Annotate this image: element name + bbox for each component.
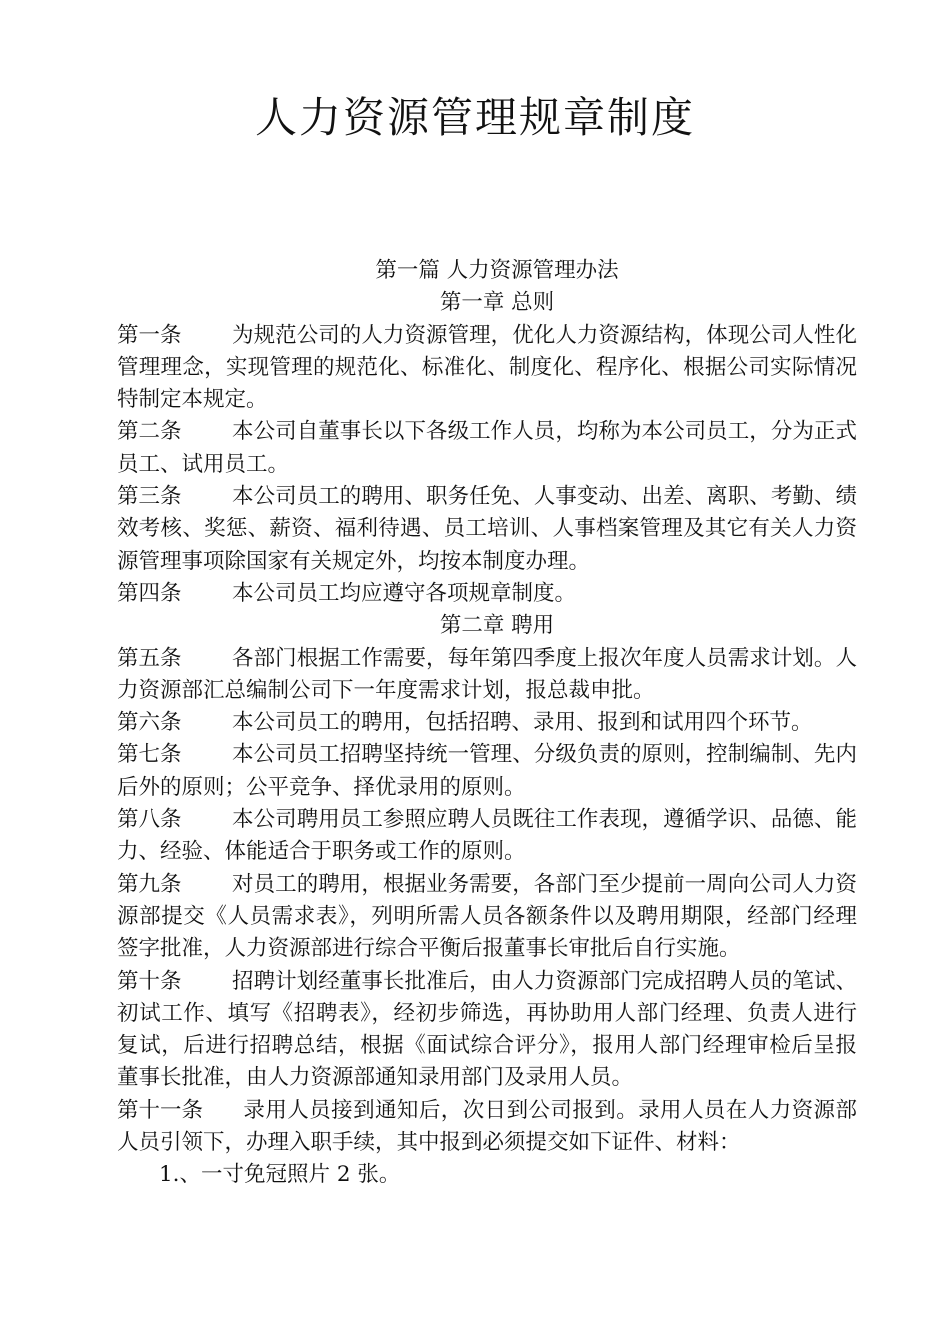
article [117, 804, 857, 869]
article-number: 第六条 [117, 710, 182, 736]
article-text: 本公司员工的聘用、职务任免、人事变动、出差、离职、考勤、绩效考核、奖惩、薪资、福利待遇、员工培训、人事档案管理及其它有关人力资源管理事项除国家有关规定外，均按本制度办理。 [117, 484, 857, 574]
article-number: 第十条 [117, 968, 182, 994]
article-number: 第四条 [117, 580, 182, 606]
chapter-heading: 第一章 总则 [439, 290, 555, 316]
document-body [117, 255, 857, 1192]
article-text: 本公司自董事长以下各级工作人员，均称为本公司员工，分为正式员工、试用员工。 [117, 419, 857, 477]
article-number: 第二条 [117, 419, 182, 445]
article [117, 320, 857, 417]
article-number: 第五条 [117, 645, 182, 671]
article-number: 第八条 [117, 807, 182, 833]
article-text: 为规范公司的人力资源管理，优化人力资源结构，体现公司人性化管理理念，实现管理的规范化、标准化、制度化、程序化、根据公司实际情况特制定本规定。 [117, 322, 857, 413]
list-item: 1.、一寸免冠照片 2 张。 [159, 1162, 401, 1188]
article [117, 739, 857, 804]
part-heading: 第一篇 人力资源管理办法 [375, 258, 619, 283]
article [117, 966, 857, 1095]
article-text: 本公司员工的聘用，包括招聘、录用、报到和试用四个环节。 [232, 710, 813, 736]
article-number: 第一条 [117, 322, 182, 348]
article [117, 578, 857, 610]
article [117, 869, 857, 966]
article [117, 481, 857, 578]
article-number: 第十一条 [117, 1097, 204, 1123]
article-text: 对员工的聘用，根据业务需要，各部门至少提前一周向公司人力资源部提交《人员需求表》，列明所需人员各额条件以及聘用期限，经部门经理签字批准，人力资源部进行综合平衡后报董事长审批后自行实施。 [117, 871, 857, 962]
article [117, 707, 857, 739]
article-number: 第七条 [117, 742, 182, 768]
article-number: 第九条 [117, 871, 182, 897]
article [117, 643, 857, 708]
article-text: 本公司聘用员工参照应聘人员既往工作表现，遵循学识、品德、能力、经验、体能适合于职务或工作的原则。 [117, 807, 857, 865]
article-text: 录用人员接到通知后，次日到公司报到。录用人员在人力资源部人员引领下，办理入职手续，其中报到必须提交如下证件、材料： [117, 1097, 857, 1156]
article-number: 第三条 [117, 484, 182, 510]
article [117, 1095, 857, 1160]
article-text: 招聘计划经董事长批准后，由人力资源部门完成招聘人员的笔试、初试工作、填写《招聘表》，经初步筛选，再协助用人部门经理、负责人进行复试，后进行招聘总结，根据《面试综合评分》，报用人部门经理审检后呈报董事长批准，由人力资源部通知录用部门及录用人员。 [117, 968, 857, 1091]
article-text: 本公司员工均应遵守各项规章制度。 [232, 580, 577, 606]
article [117, 416, 857, 481]
chapter-heading: 第二章 聘用 [439, 613, 555, 639]
document-title: 人力资源管理规章制度 [254, 93, 695, 142]
article-text: 本公司员工招聘坚持统一管理、分级负责的原则，控制编制、先内后外的原则；公平竞争、择优录用的原则。 [117, 742, 857, 800]
article-text: 各部门根据工作需要，每年第四季度上报次年度人员需求计划。人力资源部汇总编制公司下一年度需求计划，报总裁申批。 [117, 645, 857, 703]
